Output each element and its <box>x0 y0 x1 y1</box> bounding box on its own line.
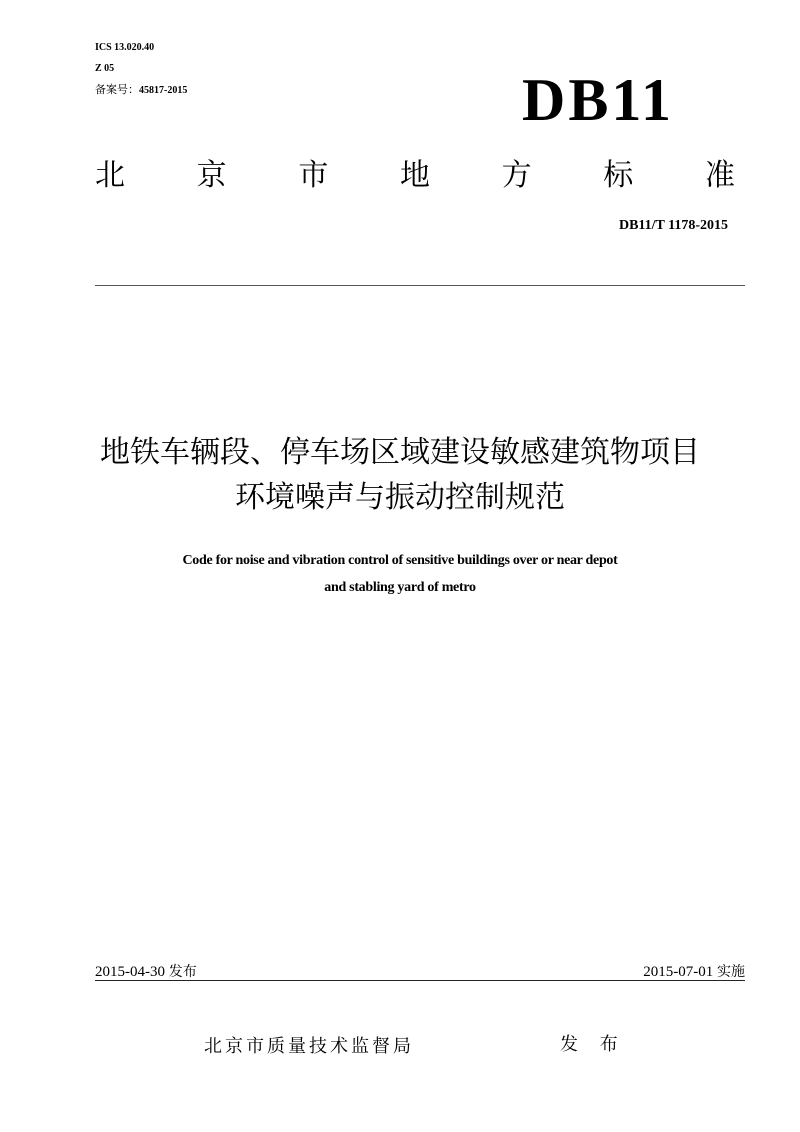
classification-code: Z 05 <box>95 63 115 74</box>
record-number <box>95 84 187 97</box>
title-chinese-line-2: 环境噪声与振动控制规范 <box>235 480 565 515</box>
implement-date-value: 2015-07-01 <box>643 964 714 980</box>
implement-label: 实施 <box>717 964 745 980</box>
standard-type-char: 北 <box>95 158 125 193</box>
ics-code: ICS 13.020.40 <box>95 42 155 53</box>
publish-date <box>95 961 197 981</box>
title-chinese-line-1: 地铁车辆段、停车场区域建设敏感建筑物项目 <box>100 435 700 470</box>
standard-type-char: 准 <box>704 158 735 193</box>
standard-number: DB11/T 1178-2015 <box>618 218 728 233</box>
standard-type-char: 标 <box>603 158 634 193</box>
standard-code-logo: DB11 <box>522 67 675 133</box>
standard-type-char: 京 <box>196 158 227 193</box>
title-english-line-1: Code for noise and vibration control of sensitive buildings over or near depot <box>182 553 618 568</box>
publish-label: 发布 <box>168 964 197 980</box>
issue-action: 发 布 <box>560 1034 626 1055</box>
issuing-authority: 北京市质量技术监督局 <box>204 1036 414 1057</box>
standard-type-char: 地 <box>399 158 430 193</box>
implement-date <box>643 961 745 981</box>
standard-type-char: 方 <box>501 158 532 193</box>
standard-type-char: 市 <box>298 158 329 193</box>
title-english-line-2: and stabling yard of metro <box>324 580 476 595</box>
bottom-divider <box>95 980 745 981</box>
record-number-value: 45817-2015 <box>139 85 188 96</box>
publish-date-value: 2015-04-30 <box>95 964 165 980</box>
standard-type-heading <box>95 156 735 196</box>
record-label: 备案号： <box>95 83 139 96</box>
top-divider <box>95 285 745 286</box>
